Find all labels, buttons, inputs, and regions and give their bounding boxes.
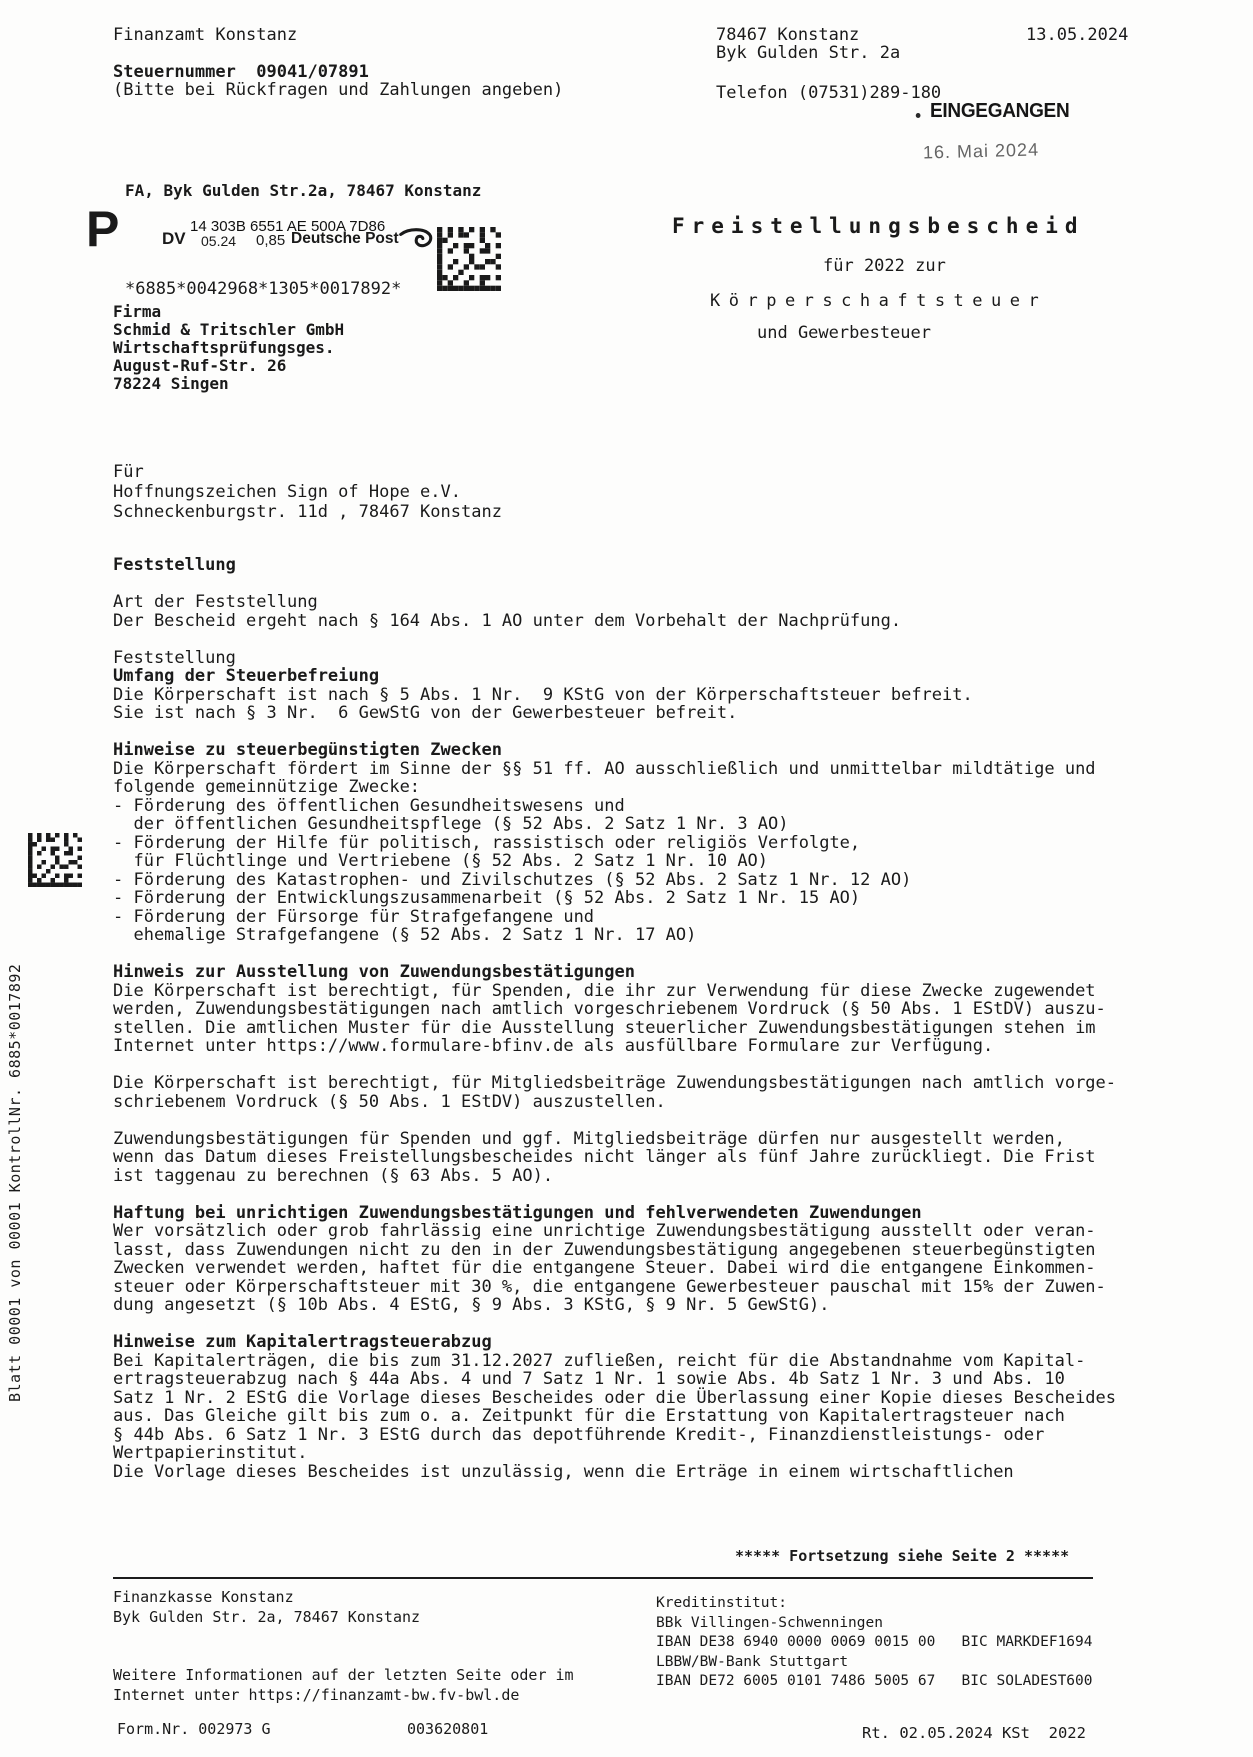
franking-dv-period: 05.24 bbox=[201, 233, 237, 249]
section-heading: Haftung bei unrichtigen Zuwendungsbestätigungen und fehlverwendeten Zuwendungen bbox=[113, 1202, 922, 1223]
beneficiary-address bbox=[113, 462, 502, 522]
text-line: Weitere Informationen auf der letzten Seite oder im bbox=[113, 1666, 574, 1684]
received-stamp-text: EINGEGANGEN bbox=[930, 100, 1070, 122]
tax-number: Steuernummer 09041/07891 bbox=[113, 62, 369, 82]
continuation-note: ***** Fortsetzung siehe Seite 2 ***** bbox=[735, 1547, 1070, 1565]
document-body bbox=[113, 556, 1116, 1481]
franking-serial: 14 303B 6551 AE 500A 7D86 bbox=[190, 218, 386, 235]
footer-bank-info bbox=[656, 1594, 1093, 1692]
text-line: Feststellung bbox=[113, 647, 236, 668]
section-heading: Hinweise zum Kapitalertragsteuerabzug bbox=[113, 1332, 492, 1352]
text-line: Kreditinstitut: bbox=[656, 1595, 787, 1611]
text-line bbox=[113, 1056, 1116, 1075]
text-line bbox=[113, 630, 1116, 649]
text-line: Die Körperschaft ist berechtigt, für Mitgliedsbeiträge Zuwendungsbestätigungen nach amtlich vorge- bbox=[113, 1073, 1117, 1093]
text-line: Internet unter https://www.formulare-bfinv.de als ausfüllbare Formulare zur Verfügung. bbox=[113, 1036, 994, 1056]
return-address-line: FA, Byk Gulden Str.2a, 78467 Konstanz bbox=[125, 181, 482, 200]
text-line: - Förderung der Hilfe für politisch, rassistisch oder religiös Verfolgte, bbox=[113, 832, 861, 853]
text-line: Firma bbox=[113, 302, 162, 321]
text-line bbox=[113, 1627, 574, 1647]
text-line: 78224 Singen bbox=[113, 374, 229, 393]
text-line: Wer vorsätzlich oder grob fahrlässig eine unrichtige Zuwendungsbestätigung ausstellt oder veran- bbox=[113, 1221, 1096, 1241]
office-city: 78467 Konstanz bbox=[716, 25, 860, 45]
footer-cashier-info bbox=[113, 1588, 574, 1705]
text-line: Hoffnungszeichen Sign of Hope e.V. bbox=[113, 482, 461, 502]
text-line: lasst, dass Zuwendungen nicht zu den in der Zuwendungsbestätigung angegebenen steuerbegünstigten bbox=[113, 1239, 1096, 1260]
text-line: Die Vorlage dieses Bescheides ist unzulässig, wenn die Erträge in einem wirtschaftlichen bbox=[113, 1461, 1014, 1482]
text-line: BBk Villingen-Schwenningen bbox=[656, 1614, 883, 1631]
text-line bbox=[113, 1185, 1116, 1204]
text-line: werden, Zuwendungsbestätigungen nach amtlich vorgeschriebenem Vordruck (§ 50 Abs. 1 EStDV) auszu- bbox=[113, 999, 1106, 1019]
text-line: stellen. Die amtlichen Muster für die Ausstellung steuerlicher Zuwendungsbestätigungen stehen im bbox=[113, 1017, 1096, 1038]
document-title-tax-type: Körperschaftsteuer bbox=[710, 291, 1048, 311]
text-line: ertragsteuerabzug nach § 44a Abs. 4 und 7 Satz 1 Nr. 1 sowie Abs. 4b Satz 1 Nr. 3 und Abs. 10 bbox=[113, 1369, 1065, 1389]
margin-control-number: Blatt 00001 von 00001 KontrollNr. 6885*0017892 bbox=[6, 963, 24, 1402]
footer-divider bbox=[113, 1577, 1093, 1579]
text-line bbox=[113, 1111, 1116, 1130]
text-line: Für bbox=[113, 462, 144, 482]
text-line: IBAN DE72 6005 0101 7486 5005 67 BIC SOLADEST600 bbox=[656, 1673, 1093, 1689]
text-line: ist taggenau zu berechnen (§ 63 Abs. 5 AO). bbox=[113, 1165, 554, 1186]
document-title-trade-tax: und Gewerbesteuer bbox=[757, 323, 931, 343]
text-line bbox=[113, 945, 1116, 964]
text-line: - Förderung der Entwicklungszusammenarbeit (§ 52 Abs. 2 Satz 1 Nr. 15 AO) bbox=[113, 888, 861, 908]
text-line: Satz 1 Nr. 2 EStG die Vorlage dieses Bescheides oder die Überlassung einer Kopie dieses Bescheides bbox=[113, 1387, 1117, 1408]
datamatrix-barcode-margin bbox=[28, 833, 82, 887]
section-heading: Hinweise zu steuerbegünstigten Zwecken bbox=[113, 740, 502, 760]
text-line: schriebenem Vordruck (§ 50 Abs. 1 EStDV) auszustellen. bbox=[113, 1091, 666, 1112]
text-line: Byk Gulden Str. 2a, 78467 Konstanz bbox=[113, 1607, 421, 1626]
tax-number-note: (Bitte bei Rückfragen und Zahlungen angeben) bbox=[113, 80, 564, 100]
text-line: - Förderung des Katastrophen- und Zivilschutzes (§ 52 Abs. 2 Satz 1 Nr. 12 AO) bbox=[113, 869, 912, 890]
office-phone: Telefon (07531)289-180 bbox=[716, 83, 942, 103]
text-line bbox=[113, 1315, 1116, 1334]
text-line: steuer oder Körperschaftsteuer mit 30 %, die entgangene Gewerbesteuer pauschal mit 15% der Zuwen- bbox=[113, 1276, 1106, 1297]
text-line: der öffentlichen Gesundheitspflege (§ 52 Abs. 2 Satz 1 Nr. 3 AO) bbox=[113, 814, 789, 834]
document-title-year: für 2022 zur bbox=[823, 256, 946, 276]
text-line: Bei Kapitalerträgen, die bis zum 31.12.2027 zufließen, reicht für die Abstandnahme vom Kapital- bbox=[113, 1350, 1086, 1371]
carrier-name: Deutsche Post bbox=[291, 230, 399, 247]
text-line bbox=[113, 723, 1116, 742]
text-line: August-Ruf-Str. 26 bbox=[113, 356, 287, 375]
document-title: Freistellungsbescheid bbox=[672, 214, 1085, 238]
text-line: Wertpapierinstitut. bbox=[113, 1443, 308, 1463]
text-line: Die Körperschaft ist berechtigt, für Spenden, die ihr zur Verwendung für diese Zwecke zugewendet bbox=[113, 980, 1096, 1001]
section-heading: Feststellung bbox=[113, 555, 236, 575]
text-line: für Flüchtlinge und Vertriebene (§ 52 Abs. 2 Satz 1 Nr. 10 AO) bbox=[113, 851, 769, 871]
recipient-address bbox=[113, 303, 344, 393]
text-line: LBBW/BW-Bank Stuttgart bbox=[656, 1653, 849, 1670]
text-line: dung angesetzt (§ 10b Abs. 4 EStG, § 9 Abs. 3 KStG, § 9 Nr. 5 GewStG). bbox=[113, 1295, 830, 1315]
postage-p-mark: P bbox=[86, 201, 120, 257]
section-heading: Hinweis zur Ausstellung von Zuwendungsbestätigungen bbox=[113, 962, 635, 982]
received-stamp-date: 16. Mai 2024 bbox=[922, 139, 1040, 163]
form-number: Form.Nr. 002973 G bbox=[117, 1720, 271, 1738]
text-line: Wirtschaftsprüfungsges. bbox=[113, 338, 335, 357]
text-line: ehemalige Strafgefangene (§ 52 Abs. 2 Satz 1 Nr. 17 AO) bbox=[113, 925, 697, 945]
routing-code: *6885*0042968*1305*0017892* bbox=[125, 279, 402, 299]
text-line: - Förderung der Fürsorge für Strafgefangene und bbox=[113, 906, 595, 927]
posthorn-icon bbox=[398, 226, 434, 250]
text-line: Sie ist nach § 3 Nr. 6 GewStG von der Gewerbesteuer befreit. bbox=[113, 703, 738, 723]
text-line: Die Körperschaft ist nach § 5 Abs. 1 Nr. 9 KStG von der Körperschaftsteuer befreit. bbox=[113, 684, 973, 705]
text-line: Zwecken verwendet werden, haftet für die entgangene Steuer. Dabei wird die entgangene Einkommen- bbox=[113, 1258, 1096, 1278]
postage-amount: 0,85 bbox=[256, 232, 286, 249]
text-line: Der Bescheid ergeht nach § 164 Abs. 1 AO unter dem Vorbehalt der Nachprüfung. bbox=[113, 610, 902, 631]
franking-dv: DV bbox=[162, 229, 186, 248]
document-number: 003620801 bbox=[407, 1720, 489, 1738]
text-line bbox=[113, 1647, 574, 1667]
issuing-office: Finanzamt Konstanz bbox=[113, 25, 298, 45]
letter-date: 13.05.2024 bbox=[1026, 25, 1129, 45]
text-line: Art der Feststellung bbox=[113, 592, 318, 612]
office-street: Byk Gulden Str. 2a bbox=[716, 43, 901, 63]
text-line: § 44b Abs. 6 Satz 1 Nr. 3 EStG durch das depotführende Kredit-, Finanzdienstleistungs- oder bbox=[113, 1424, 1045, 1445]
text-line bbox=[113, 575, 1116, 594]
text-line: Die Körperschaft fördert im Sinne der §§ 51 ff. AO ausschließlich und unmittelbar mildtätige und bbox=[113, 758, 1096, 779]
text-line: aus. Das Gleiche gilt bis zum o. a. Zeitpunkt für die Erstattung von Kapitalertragsteuer nach bbox=[113, 1406, 1065, 1426]
text-line: - Förderung des öffentlichen Gesundheitswesens und bbox=[113, 795, 625, 816]
text-line: Schneckenburgstr. 11d , 78467 Konstanz bbox=[113, 502, 502, 522]
text-line: Schmid & Tritschler GmbH bbox=[113, 320, 345, 339]
section-heading: Umfang der Steuerbefreiung bbox=[113, 666, 380, 686]
text-line: folgende gemeinnützige Zwecke: bbox=[113, 777, 421, 797]
datamatrix-barcode bbox=[437, 227, 501, 291]
text-line: Zuwendungsbestätigungen für Spenden und ggf. Mitgliedsbeiträge dürfen nur ausgestellt werden, bbox=[113, 1128, 1065, 1149]
print-date-note: Rt. 02.05.2024 KSt 2022 bbox=[862, 1724, 1086, 1742]
text-line: wenn das Datum dieses Freistellungsbescheides nicht länger als fünf Jahre zurückliegt. Die Frist bbox=[113, 1147, 1096, 1167]
text-line: Internet unter https://finanzamt-bw.fv-bwl.de bbox=[113, 1685, 520, 1704]
text-line: IBAN DE38 6940 0000 0069 0015 00 BIC MARKDEF1694 bbox=[656, 1634, 1093, 1650]
text-line: Finanzkasse Konstanz bbox=[113, 1588, 294, 1606]
